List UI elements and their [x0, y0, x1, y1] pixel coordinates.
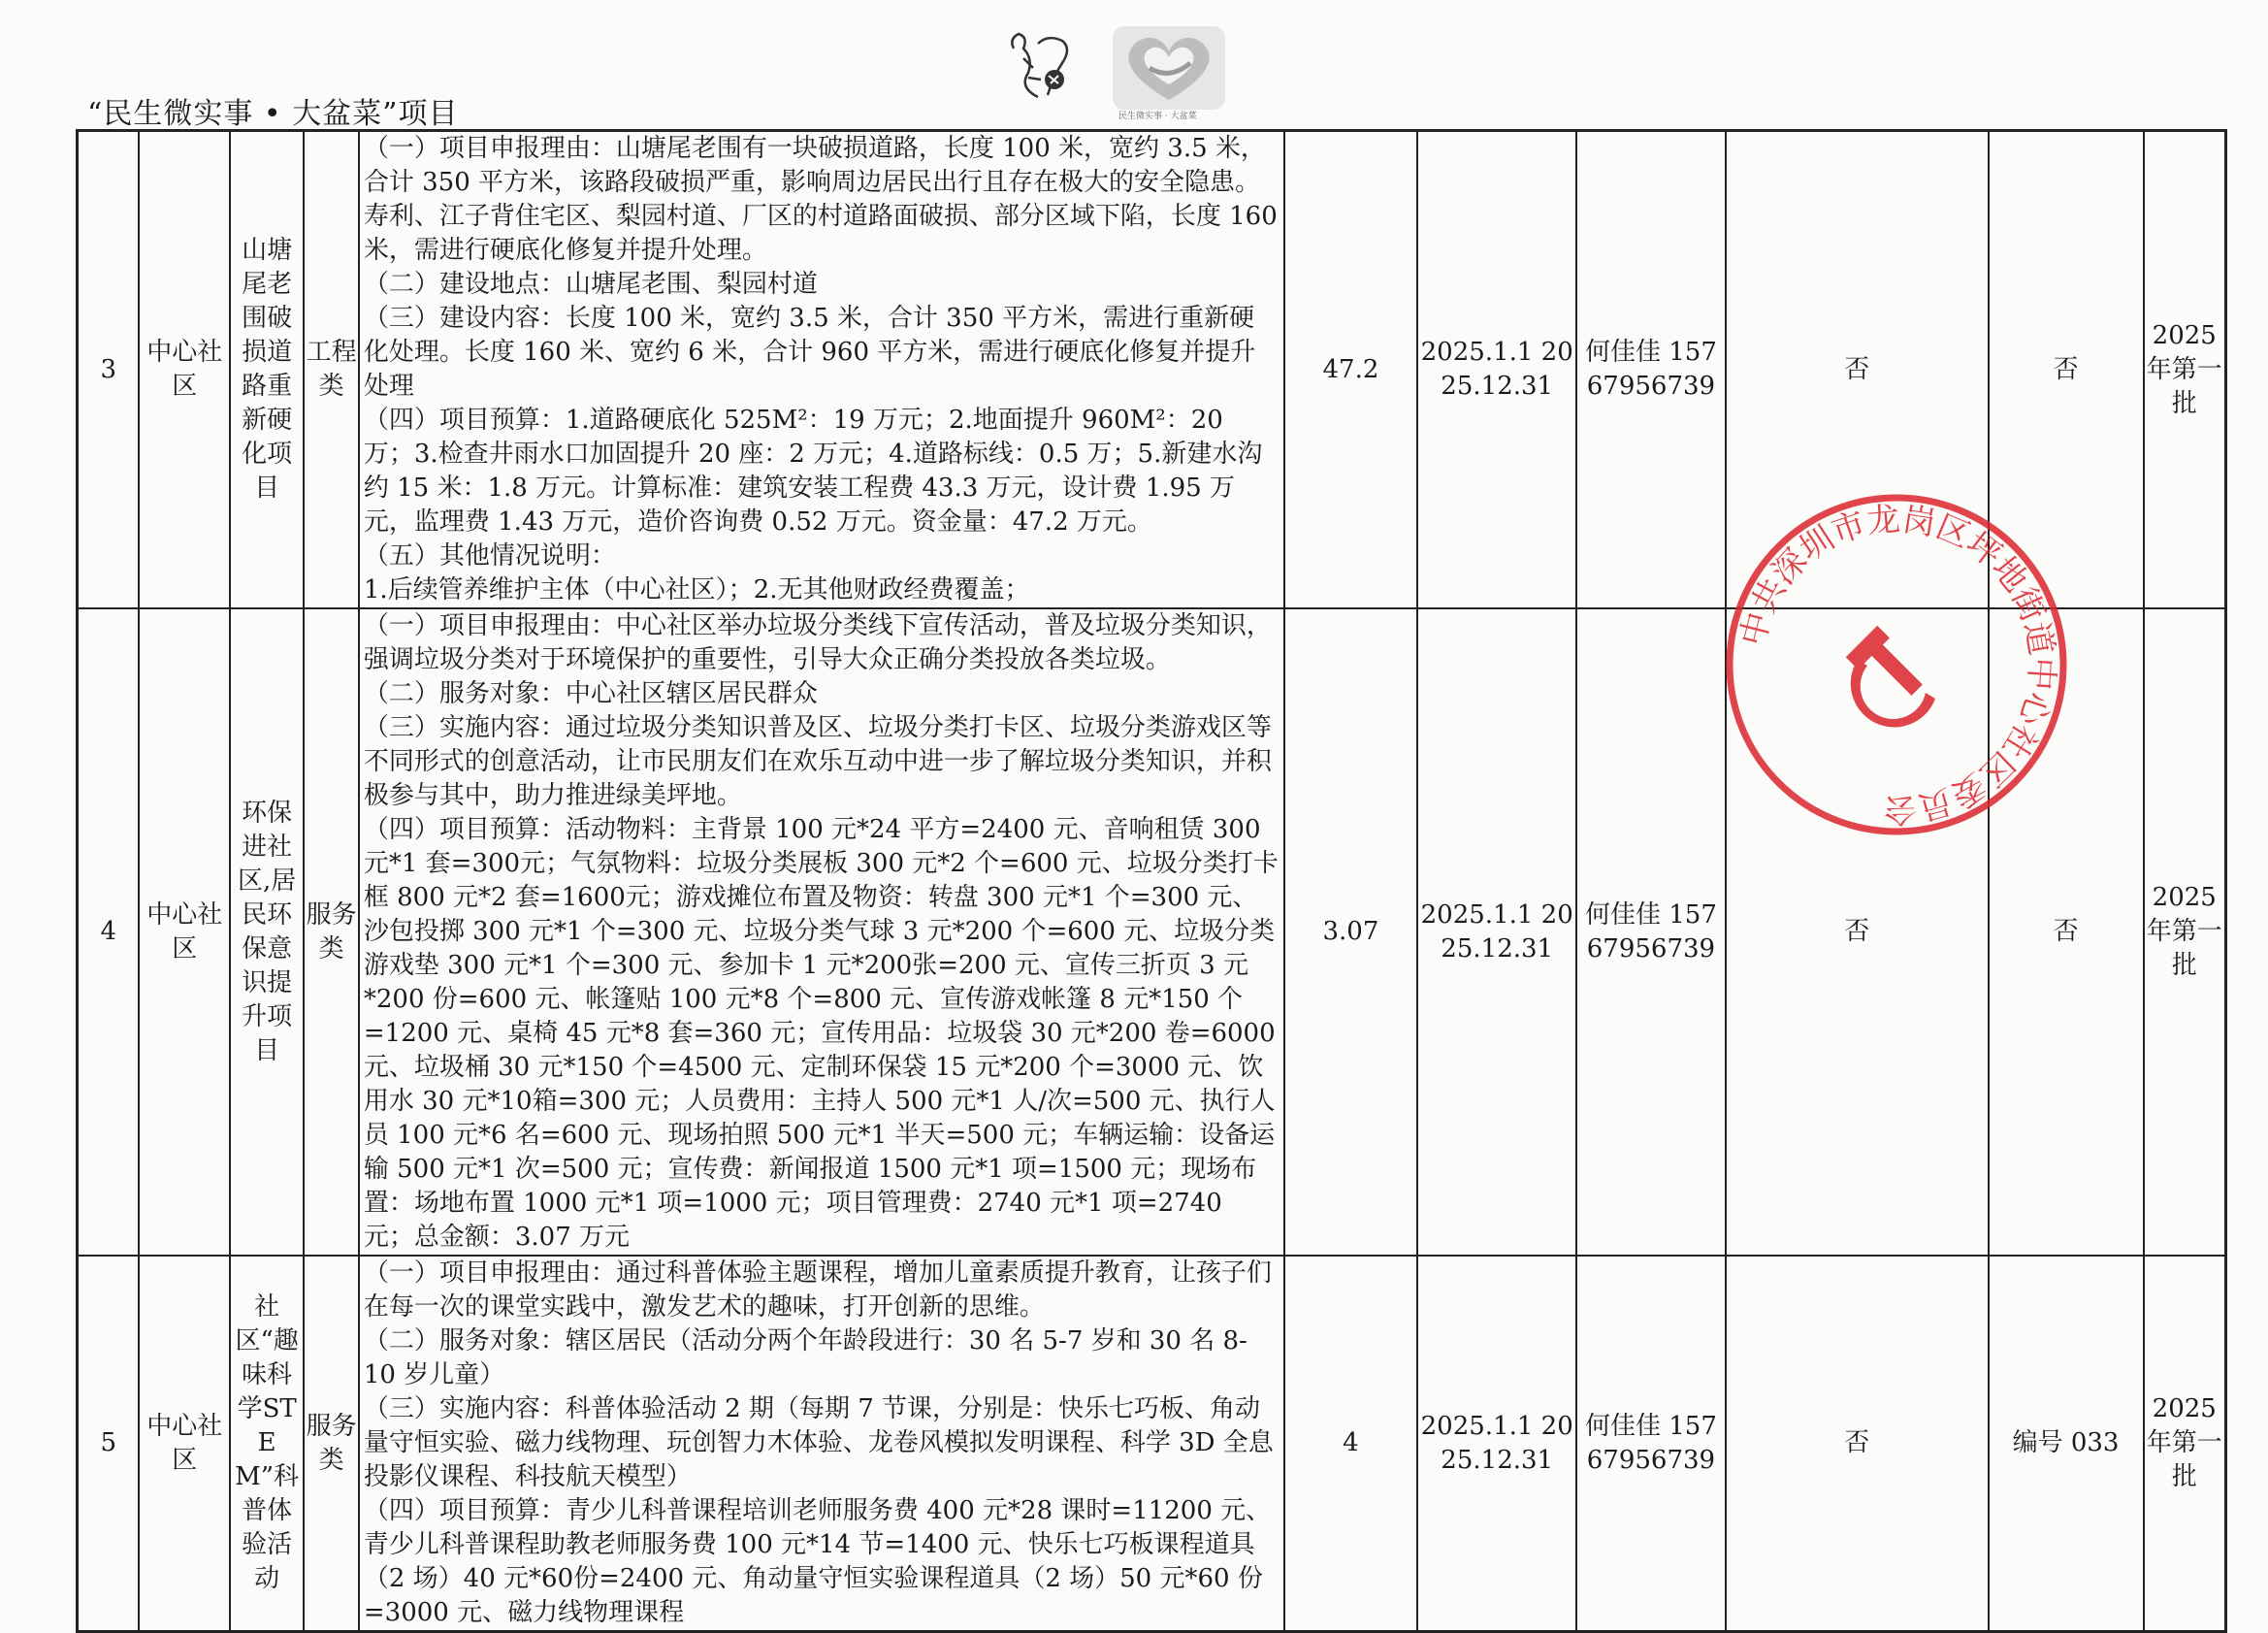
batch-cell: 2025年第一批 — [2144, 1256, 2226, 1632]
description-line: （二）服务对象：辖区居民（活动分两个年龄段进行：30 名 5-7 岁和 30 名 8-10 岁儿童） — [363, 1326, 1247, 1389]
description-line: （四）项目预算：青少儿科普课程培训老师服务费 400 元*28 课时=11200 元、青少儿科普课程助教老师服务费 100 元*14 节=1400 元、快乐七巧板课程道具（2 场）40 元*60份=2400 元、角动量守恒实验课程道具（2 场）50 元*60 份=3000 元、磁力线物理课程 — [363, 1496, 1272, 1627]
project-table — [76, 129, 2227, 1633]
table-row — [78, 608, 2226, 1256]
description-line: （三）实施内容：科普体验活动 2 期（每期 7 节课，分别是：快乐七巧板、角动量守恒实验、磁力线物理、玩创智力木体验、龙卷风模拟发明课程、科学 3D 全息投影仪课程、科技航天模型） — [363, 1394, 1274, 1491]
description-line: （三）建设内容：长度 100 米，宽约 3.5 米，合计 350 平方米，需进行重新硬化处理。长度 160 米、宽约 6 米，合计 960 平方米，需进行硬底化修复并提升处理 — [363, 304, 1256, 401]
period-cell: 2025.1.1 2025.12.31 — [1417, 608, 1576, 1256]
header-logos — [994, 19, 1247, 126]
description-line: （四）项目预算：1.道路硬底化 525M²：19 万元；2.地面提升 960M²：20 万；3.检查井雨水口加固提升 20 座：2 万元；4.道路标线：0.5 万；5.新建水沟约 15 米：1.8 万元。计算标准：建筑安装工程费 43.3 万元，设计费 1.95 万元，监理费 1.43 万元，造价咨询费 0.52 万元。资金量：47.2 万元。 — [363, 406, 1263, 537]
page-title: “民生微实事 • 大盆菜”项目 — [87, 97, 459, 131]
heart-logo-caption: 民生微实事 · 大盆菜 — [1118, 112, 1197, 121]
sign-language-logo — [994, 19, 1091, 116]
description-line: （二）建设地点：山塘尾老围、梨园村道 — [363, 270, 818, 299]
project-name-cell: 山塘尾老围破损道路重新硬化项目 — [230, 131, 304, 609]
description-line: （四）项目预算：活动物料：主背景 100 元*24 平方=2400 元、音响租赁 300 元*1 套=300元；气氛物料：垃圾分类展板 300 元*2 个=600 元、垃圾分类打卡框 800 元*2 套=1600元；游戏摊位布置及物资：转盘 300 元*1 个=300 元、沙包投掷 300 元*1 个=300 元、垃圾分类气球 3 元*200 个=600 元、垃圾分类游戏垫 300 元*1 个=300 元、参加卡 1 元*200张=200 元、宣传三折页 3 元*200 份=600 元、帐篷贴 100 元*8 个=800 元、宣传游戏帐篷 8 元*150 个=1200 元、桌椅 45 元*8 套=360 元；宣传用品：垃圾袋 30 元*200 卷=6000元、垃圾桶 30 元*150 个=4500 元、定制环保袋 15 元*200 个=3000 元、饮用水 30 元*10箱=300 元；人员费用：主持人 500 元*1 人/次=500 元、执行人员 100 元*6 名=600 元、现场拍照 500 元*1 半天=500 元；车辆运输：设备运输 500 元*1 次=500 元；宣传费：新闻报道 1500 元*1 项=1500 元；现场布置：场地布置 1000 元*1 项=1000 元；项目管理费：2740 元*1 项=2740 元；总金额：3.07 万元 — [363, 815, 1279, 1252]
row-number: 4 — [78, 608, 140, 1256]
contact-cell: 何佳佳 15767956739 — [1576, 608, 1726, 1256]
row-number: 3 — [78, 131, 140, 609]
status-cell-b: 否 — [1989, 608, 2144, 1256]
heart-logo — [1111, 24, 1227, 112]
status-cell-a: 否 — [1726, 608, 1989, 1256]
description-line: （一）项目申报理由：中心社区举办垃圾分类线下宣传活动，普及垃圾分类知识，强调垃圾分类对于环境保护的重要性，引导大众正确分类投放各类垃圾。 — [363, 611, 1272, 674]
category-cell: 服务类 — [304, 608, 359, 1256]
project-name-cell: 环保进社区,居民环保意识提升项目 — [230, 608, 304, 1256]
amount-cell: 47.2 — [1284, 131, 1418, 609]
status-cell-b: 编号 033 — [1989, 1256, 2144, 1632]
category-cell: 服务类 — [304, 1256, 359, 1632]
community-cell: 中心社区 — [139, 1256, 230, 1632]
project-name-cell: 社区“趣味科学STEM”科普体验活动 — [230, 1256, 304, 1632]
description-cell — [359, 131, 1284, 609]
amount-cell: 4 — [1284, 1256, 1418, 1632]
description-line: （三）实施内容：通过垃圾分类知识普及区、垃圾分类打卡区、垃圾分类游戏区等不同形式的创意活动，让市民朋友们在欢乐互动中进一步了解垃圾分类知识，并积极参与其中，助力推进绿美坪地。 — [363, 713, 1272, 810]
row-number: 5 — [78, 1256, 140, 1632]
description-cell — [359, 1256, 1284, 1632]
category-cell: 工程类 — [304, 131, 359, 609]
contact-cell: 何佳佳 15767956739 — [1576, 131, 1726, 609]
status-cell-b: 否 — [1989, 131, 2144, 609]
description-line: 1.后续管养维护主体（中心社区）；2.无其他财政经费覆盖； — [363, 575, 1030, 604]
description-line: （五）其他情况说明： — [363, 541, 616, 571]
description-line: （一）项目申报理由：山塘尾老围有一块破损道路，长度 100 米，宽约 3.5 米，合计 350 平方米，该路段破损严重，影响周边居民出行且存在极大的安全隐患。寿利、江子背住宅区、梨园村道、厂区的村道路面破损、部分区域下陷，长度 160 米，需进行硬底化修复并提升处理。 — [363, 134, 1278, 265]
table-row — [78, 1256, 2226, 1632]
description-cell — [359, 608, 1284, 1256]
seal-text: 中共深圳市龙岗区坪地街道中心社区委员会 — [1733, 500, 2061, 830]
period-cell: 2025.1.1 2025.12.31 — [1417, 131, 1576, 609]
status-cell-a: 否 — [1726, 1256, 1989, 1632]
description-line: （二）服务对象：中心社区辖区居民群众 — [363, 679, 818, 708]
batch-cell: 2025年第一批 — [2144, 608, 2226, 1256]
community-cell: 中心社区 — [139, 131, 230, 609]
period-cell: 2025.1.1 2025.12.31 — [1417, 1256, 1576, 1632]
batch-cell: 2025年第一批 — [2144, 131, 2226, 609]
contact-cell: 何佳佳 15767956739 — [1576, 1256, 1726, 1632]
description-line: （一）项目申报理由：通过科普体验主题课程，增加儿童素质提升教育，让孩子们在每一次的课堂实践中，激发艺术的趣味，打开创新的思维。 — [363, 1258, 1272, 1322]
status-cell-a: 否 — [1726, 131, 1989, 609]
community-cell: 中心社区 — [139, 608, 230, 1256]
amount-cell: 3.07 — [1284, 608, 1418, 1256]
table-row — [78, 131, 2226, 609]
